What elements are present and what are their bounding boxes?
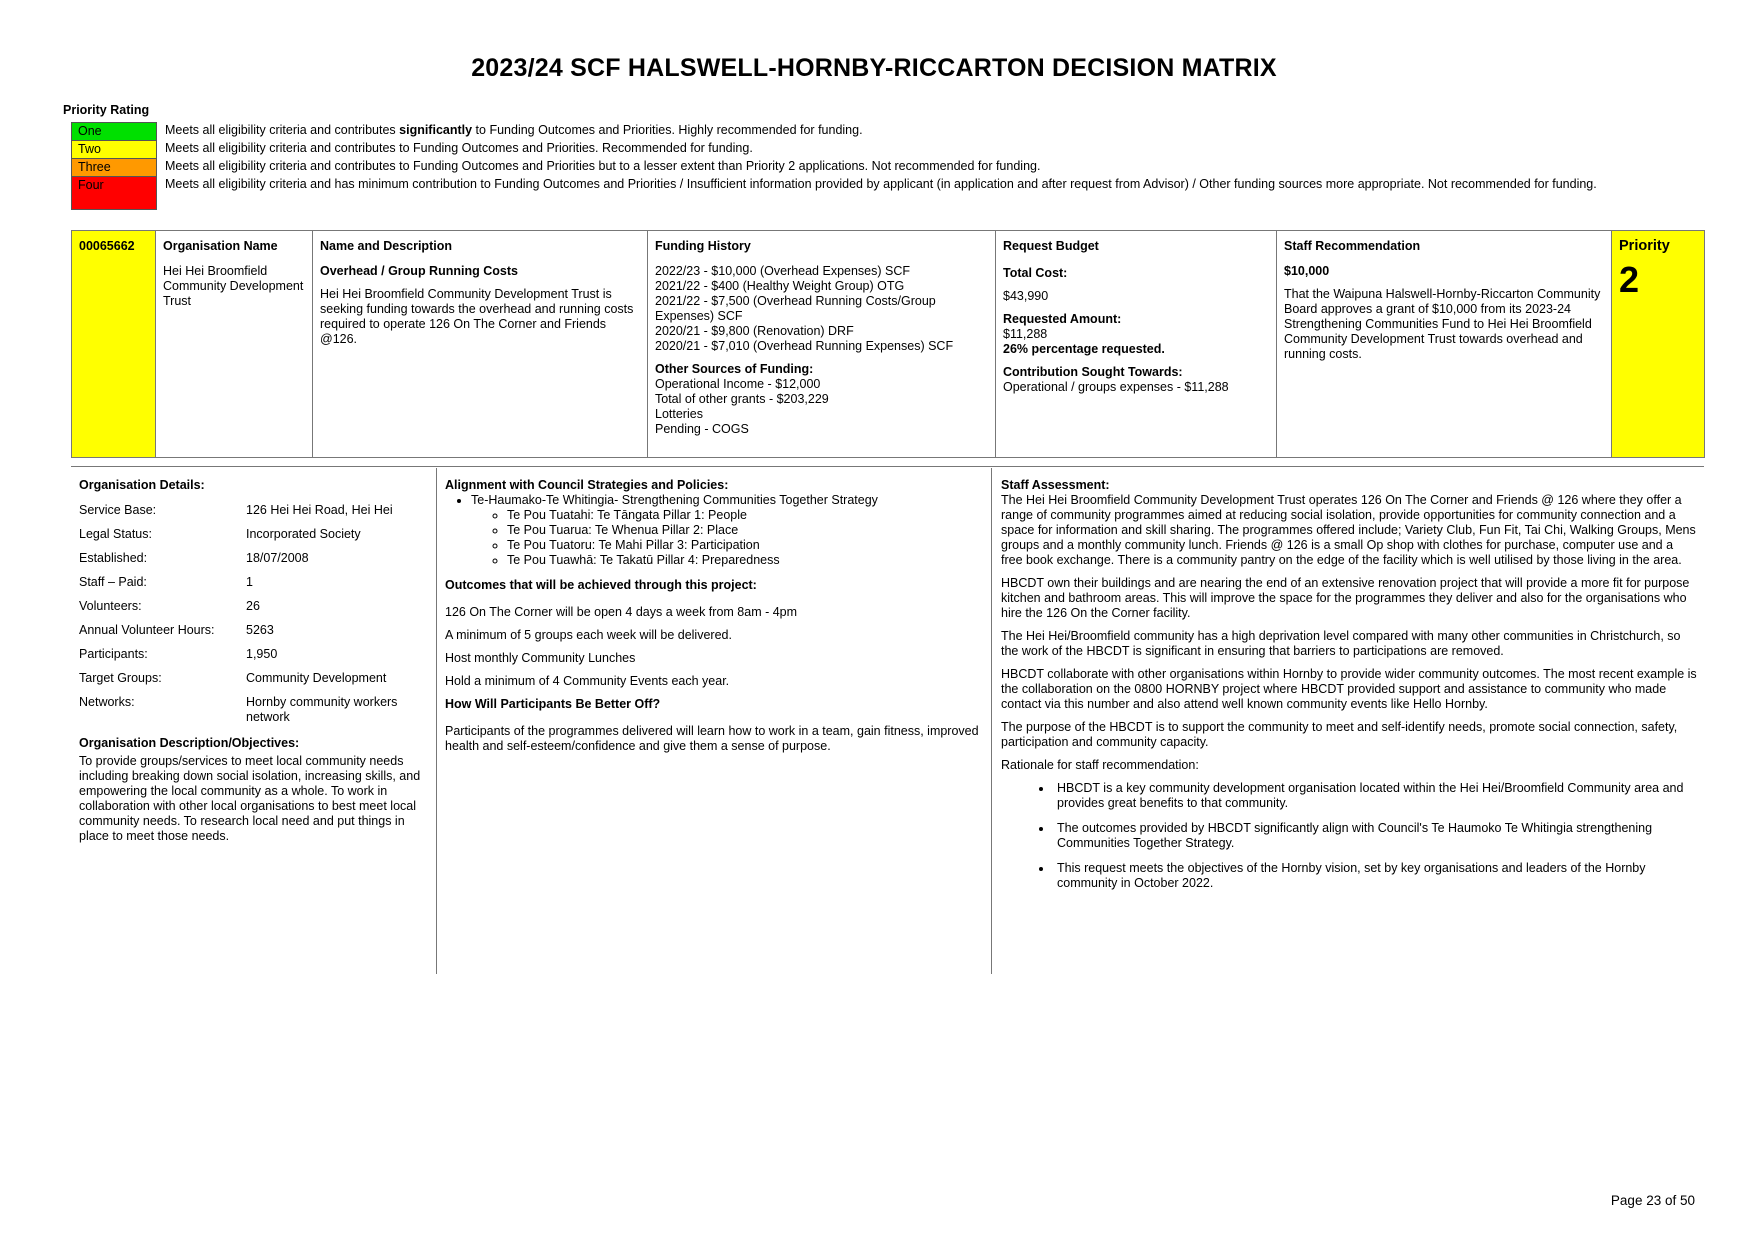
alignment-section <box>445 466 985 986</box>
application-id: 00065662 <box>79 239 135 253</box>
legend-row-three <box>72 159 1641 177</box>
funding-history-item: 2020/21 - $7,010 (Overhead Running Expenses) SCF <box>655 339 954 353</box>
detail-row <box>79 499 416 523</box>
rationale-item: • The outcomes provided by HBCDT significantly align with Council's Te Haumoko Te Whitingia strengthening Communities Together Strategy. <box>1053 821 1697 851</box>
detail-row <box>79 523 416 547</box>
staff-recommendation-header: Staff Recommendation <box>1284 239 1421 253</box>
detail-value: Community Development <box>246 671 387 685</box>
application-id-cell <box>72 231 156 458</box>
better-off-header: How Will Participants Be Better Off? <box>445 697 661 711</box>
funding-history-item: 2021/22 - $7,500 (Overhead Running Costs/Group Expenses) SCF <box>655 294 936 323</box>
legend-row-four <box>72 177 1641 210</box>
legend-swatch-three: Three <box>72 159 157 177</box>
application-table <box>71 230 1705 458</box>
staff-recommendation-text: That the Waipuna Halswell-Hornby-Riccarton Community Board approves a grant of $10,000 from its 2023-24 Strengthening Communities Fund to Hei Hei Broomfield Community Development Trust towards overhead and running costs. <box>1284 287 1601 361</box>
priority-rating-label: Priority Rating <box>63 103 150 117</box>
pillar-item: ◦ Te Pou Tuatahi: Te Tāngata Pillar 1: People <box>507 508 985 523</box>
staff-assessment-section <box>1001 466 1697 986</box>
org-name: Hei Hei Broomfield Community Development Trust <box>163 264 304 308</box>
page-title: 2023/24 SCF HALSWELL-HORNBY-RICCARTON DECISION MATRIX <box>471 54 1277 82</box>
outcomes-header: Outcomes that will be achieved through this project: <box>445 578 757 592</box>
detail-row <box>79 571 416 595</box>
total-cost-label: Total Cost: <box>1003 266 1068 280</box>
detail-label: Staff – Paid: <box>79 575 147 589</box>
better-off-text: Participants of the programmes delivered will learn how to work in a team, gain fitness, improved health and self-esteem/confidence and give them a sense of purpose. <box>445 724 979 753</box>
detail-label: Annual Volunteer Hours: <box>79 623 215 637</box>
contribution-value: Operational / groups expenses - $11,288 <box>1003 380 1229 394</box>
requested-percentage: 26% percentage requested. <box>1003 342 1165 356</box>
rationale-item: • HBCDT is a key community development organisation located within the Hei Hei/Broomfield Community area and provides great benefits to that community. <box>1053 781 1697 811</box>
legend-swatch-one: One <box>72 123 157 141</box>
detail-label: Established: <box>79 551 148 565</box>
assessment-paragraph: The Hei Hei Broomfield Community Development Trust operates 126 On The Corner and Friends @ 126 where they offer a range of community programmes aimed at reducing social isolation, provide opportunities for community connection and a space for information and skill sharing. The programmes offered include; Variety Club, Fun Fit, Tai Chi, Walking Groups, Mens groups and a monthly community lunch. Friends @ 126 is a small Op shop with clothes for purchase, computer use and a free book exchange. There is a community pantry on the edge of the facility which is well utilised by those living in the area. <box>1001 493 1696 567</box>
detail-value: 18/07/2008 <box>246 551 309 565</box>
other-source-item: Lotteries <box>655 407 703 421</box>
org-details-table <box>79 499 416 730</box>
other-source-item: Pending - COGS <box>655 422 749 436</box>
detail-row <box>79 667 416 691</box>
total-cost-value: $43,990 <box>1003 289 1049 303</box>
detail-row <box>79 691 416 730</box>
priority-value: 2 <box>1619 259 1640 300</box>
staff-recommendation-cell <box>1277 231 1612 458</box>
detail-value: 1 <box>246 575 253 589</box>
requested-amount-label: Requested Amount: <box>1003 312 1122 326</box>
contribution-label: Contribution Sought Towards: <box>1003 365 1183 379</box>
assessment-paragraph: HBCDT collaborate with other organisations within Hornby to provide wider community outcomes. The most recent example is the collaboration on the 0800 HORNBY project where HBCDT provided support and assistance to community who made contact via this number and also attend well known community events like Hello Hornby. <box>1001 667 1697 711</box>
funding-history-header: Funding History <box>655 239 751 253</box>
requested-amount-value: $11,288 <box>1003 327 1048 341</box>
request-budget-cell <box>996 231 1277 458</box>
legend-desc-two: Meets all eligibility criteria and contributes to Funding Outcomes and Priorities. Recommended for funding. <box>165 140 753 155</box>
assessment-paragraph: The purpose of the HBCDT is to support the community to meet and self-identify needs, promote social connection, safety, participation and community capacity. <box>1001 720 1678 749</box>
detail-label: Participants: <box>79 647 148 661</box>
legend-desc-four: Meets all eligibility criteria and has minimum contribution to Funding Outcomes and Priorities / Insufficient information provided by applicant (in application and after request from Advisor) / Other funding sources more appropriate. Not recommended for funding. <box>165 176 1597 191</box>
name-description-cell <box>313 231 648 458</box>
rationale-item: • This request meets the objectives of the Hornby vision, set by key organisations and leaders of the Hornby community in October 2022. <box>1053 861 1697 891</box>
funding-history-item: 2021/22 - $400 (Healthy Weight Group) OTG <box>655 279 905 293</box>
outcome-item: 126 On The Corner will be open 4 days a week from 8am - 4pm <box>445 605 798 619</box>
detail-value: 126 Hei Hei Road, Hei Hei <box>246 503 393 517</box>
detail-label: Target Groups: <box>79 671 162 685</box>
legend-desc-three: Meets all eligibility criteria and contributes to Funding Outcomes and Priorities but to a lesser extent than Priority 2 applications. Not recommended for funding. <box>165 158 1041 173</box>
assessment-paragraph: The Hei Hei/Broomfield community has a high deprivation level compared with many other communities in Christchurch, so the work of the HBCDT is significant in ensuring that barriers to participations are removed. <box>1001 629 1681 658</box>
request-budget-header: Request Budget <box>1003 239 1099 253</box>
detail-value: 1,950 <box>246 647 278 661</box>
other-source-item: Total of other grants - $203,229 <box>655 392 829 406</box>
staff-recommendation-amount: $10,000 <box>1284 264 1330 278</box>
project-description: Hei Hei Broomfield Community Development Trust is seeking funding towards the overhead and running costs required to operate 126 On The Corner and Friends @126. <box>320 287 634 346</box>
other-sources-header: Other Sources of Funding: <box>655 362 814 376</box>
page-number: Page 23 of 50 <box>1610 1193 1695 1208</box>
application-row <box>72 231 1705 458</box>
priority-header: Priority <box>1619 238 1670 254</box>
detail-label: Legal Status: <box>79 527 152 541</box>
pillar-item: ◦ Te Pou Tuatoru: Te Mahi Pillar 3: Participation <box>507 538 985 553</box>
legend-row-two <box>72 141 1641 159</box>
pillar-item: ◦ Te Pou Tuawhā: Te Takatū Pillar 4: Preparedness <box>507 553 985 568</box>
funding-history-item: 2022/23 - $10,000 (Overhead Expenses) SCF <box>655 264 911 278</box>
outcome-item: A minimum of 5 groups each week will be delivered. <box>445 628 732 642</box>
staff-assessment-header: Staff Assessment: <box>1001 478 1110 492</box>
column-divider <box>436 468 437 974</box>
org-details-header: Organisation Details: <box>79 478 205 492</box>
funding-history-cell <box>648 231 996 458</box>
detail-value: 26 <box>246 599 260 613</box>
outcome-item: Hold a minimum of 4 Community Events each year. <box>445 674 730 688</box>
org-name-cell <box>156 231 313 458</box>
detail-row <box>79 595 416 619</box>
detail-label: Volunteers: <box>79 599 142 613</box>
rationale-list <box>1001 781 1697 891</box>
assessment-paragraph: HBCDT own their buildings and are nearing the end of an extensive renovation project that will provide a more fit for purpose kitchen and bathroom areas. This will improve the space for the programmes they deliver and also for the organisations who hire the 126 On the Corner facility. <box>1001 576 1690 620</box>
pillar-list <box>471 508 985 568</box>
detail-row <box>79 643 416 667</box>
legend-swatch-four: Four <box>72 177 157 210</box>
detail-label: Service Base: <box>79 503 157 517</box>
org-description: To provide groups/services to meet local community needs including breaking down social isolation, increasing skills, and empowering the local community as a whole. To work in collaboration with other local organisations to best meet local community needs. To research local need and put things in place to meet those needs. <box>79 754 421 843</box>
outcome-item: Host monthly Community Lunches <box>445 651 636 665</box>
detail-value: Hornby community workers network <box>246 695 398 724</box>
funding-history-item: 2020/21 - $9,800 (Renovation) DRF <box>655 324 854 338</box>
detail-row <box>79 547 416 571</box>
detail-row <box>79 619 416 643</box>
detail-value: Incorporated Society <box>246 527 361 541</box>
strategy-item: • Te-Haumako-Te Whitingia- Strengthening Communities Together Strategy ◦ Te Pou Tuatahi: Te Tāngata Pillar 1: People ◦ Te Pou Tuarua: Te Whenua Pillar 2: Place ◦ Te Pou Tuatoru: Te Mahi Pillar 3: Participation ◦ Te Pou Tuawhā: Te Takatū Pillar 4: Preparedness <box>471 493 985 568</box>
priority-legend <box>71 122 1641 210</box>
legend-row-one <box>72 123 1641 141</box>
column-divider <box>991 468 992 974</box>
legend-swatch-two: Two <box>72 141 157 159</box>
org-name-header: Organisation Name <box>163 239 278 253</box>
project-title: Overhead / Group Running Costs <box>320 264 518 278</box>
detail-value: 5263 <box>246 623 274 637</box>
detail-label: Networks: <box>79 695 135 709</box>
strategy-list <box>445 493 985 568</box>
org-description-header: Organisation Description/Objectives: <box>79 736 300 750</box>
priority-cell <box>1612 231 1705 458</box>
org-details-section <box>79 466 429 986</box>
name-description-header: Name and Description <box>320 239 452 253</box>
other-source-item: Operational Income - $12,000 <box>655 377 821 391</box>
alignment-header: Alignment with Council Strategies and Policies: <box>445 478 729 492</box>
pillar-item: ◦ Te Pou Tuarua: Te Whenua Pillar 2: Place <box>507 523 985 538</box>
rationale-header: Rationale for staff recommendation: <box>1001 758 1199 772</box>
legend-desc-one: Meets all eligibility criteria and contributes significantly to Funding Outcomes and Priorities. Highly recommended for funding. <box>165 122 863 137</box>
